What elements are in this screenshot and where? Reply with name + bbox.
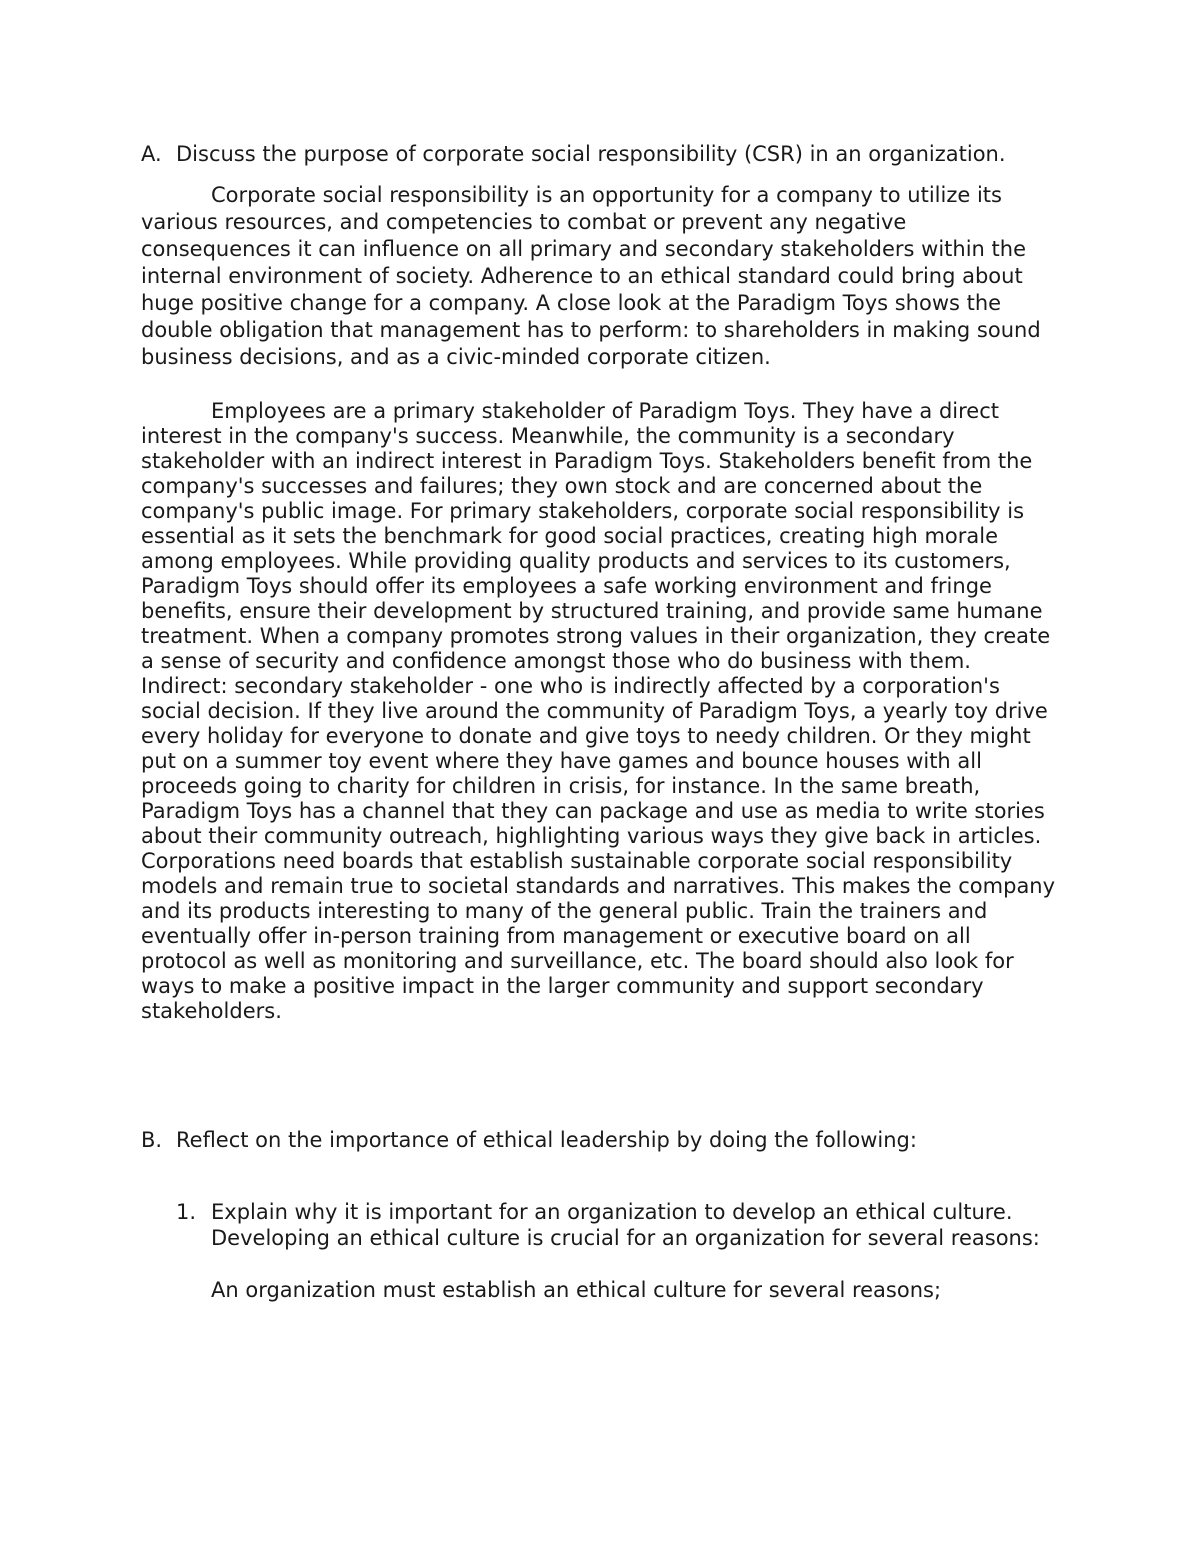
section-a-heading-text: Discuss the purpose of corporate social responsibility (CSR) in an organization. (176, 142, 1006, 166)
section-b-heading (141, 1127, 1061, 1153)
list-item-text-1: Developing an ethical culture is crucial for an organization for several reasons: (211, 1226, 1040, 1250)
section-b-marker: B. (141, 1128, 163, 1152)
section-a-heading (141, 141, 1061, 167)
list-item (176, 1199, 1061, 1303)
section-a-paragraph-1: Corporate social responsibility is an opportunity for a company to utilize its various resources, and competencies to combat or prevent any negative consequences it can influence on all primary and secondary stakeholders within the internal environment of society. Adherence to an ethical standard could bring about huge positive change for a company. A close look at the Paradigm Toys shows the double obligation that management has to perform: to shareholders in making sound business decisions, and as a civic-minded corporate citizen. (141, 183, 1041, 369)
list-item-text-2: An organization must establish an ethical culture for several reasons; (211, 1278, 942, 1302)
document-page (141, 141, 1061, 1303)
section-b-heading-text: Reflect on the importance of ethical leadership by doing the following: (176, 1128, 917, 1152)
section-b-list (141, 1199, 1061, 1303)
list-item-body (211, 1199, 1061, 1303)
section-a-marker: A. (141, 142, 162, 166)
list-item-number: 1. (176, 1200, 197, 1224)
list-item-prompt: Explain why it is important for an organization to develop an ethical culture. (211, 1200, 1013, 1224)
section-a-paragraph-2: Employees are a primary stakeholder of Paradigm Toys. They have a direct interest in the company's success. Meanwhile, the community is a secondary stakeholder with an indirect interest in Paradigm Toys. Stakeholders benefit from the company's successes and failures; they own stock and are concerned about the company's public image. For primary stakeholders, corporate social responsibility is essential as it sets the benchmark for good social practices, creating high morale among employees. While providing quality products and services to its customers, Paradigm Toys should offer its employees a safe working environment and fringe benefits, ensure their development by structured training, and provide same humane treatment. When a company promotes strong values in their organization, they create a sense of security and confidence amongst those who do business with them. Indirect: secondary stakeholder - one who is indirectly affected by a corporation's social decision. If they live around the community of Paradigm Toys, a yearly toy drive every holiday for everyone to donate and give toys to needy children. Or they might put on a summer toy event where they have games and bounce houses with all proceeds going to charity for children in crisis, for instance. In the same breath, Paradigm Toys has a channel that they can package and use as media to write stories about their community outreach, highlighting various ways they give back in articles. Corporations need boards that establish sustainable corporate social responsibility models and remain true to societal standards and narratives. This makes the company and its products interesting to many of the general public. Train the trainers and eventually offer in-person training from management or executive board on all protocol as well as monitoring and surveillance, etc. The board should also look for ways to make a positive impact in the larger community and support secondary stakeholders. (141, 399, 1056, 1023)
